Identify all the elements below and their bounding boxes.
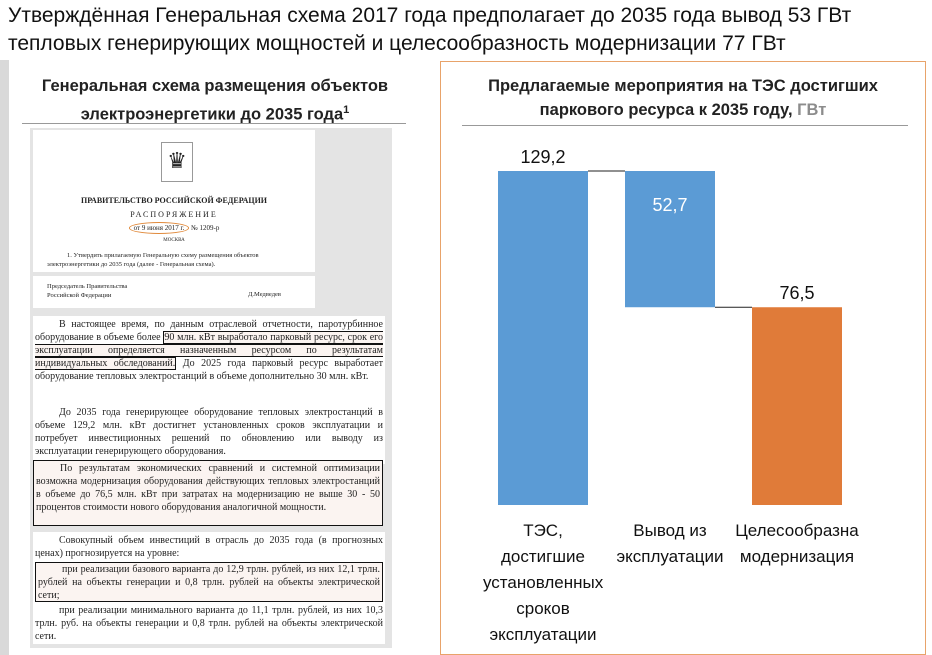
- category-label-0: ТЭС, достигшие установленных сроков эксплуатации: [483, 521, 604, 644]
- excerpt-1a: В настоящее время, по данным отраслевой отчетности, паротурбинное оборудование в объеме более: [35, 319, 383, 343]
- coat-of-arms-icon: ♛: [161, 142, 193, 182]
- chart-title-text: Предлагаемые мероприятия на ТЭС достигших паркового ресурса к 2035 году,: [488, 77, 878, 119]
- category-label-2: Целесообразна модернизация: [735, 521, 859, 566]
- excerpt-6-text: при реализации минимального варианта до 11,1 трлн. рублей, из них 10,3 трлн. руб. на объекты генерации и 0,8 трлн. рублей на объекты электрической сети.: [35, 605, 383, 642]
- bar-0: [498, 171, 588, 505]
- left-heading-text: Генеральная схема размещения объектов электроэнергетики до 2035 года: [41, 77, 389, 124]
- chart-unit: ГВт: [797, 101, 827, 119]
- decree-item: 1. Утвердить прилагаемую Генеральную схему размещения объектов электроэнергетики до 2035 года (далее - Генеральная схема).: [47, 252, 259, 268]
- footnote-mark: 1: [343, 104, 350, 116]
- data-label-0: 129,2: [520, 147, 566, 167]
- decree-type: РАСПОРЯЖЕНИЕ: [130, 210, 218, 219]
- excerpt-1b-highlight: 90 млн. кВт выработало парковый ресурс, срок его эксплуатации определяется назначенным ресурсом по результатам индивидуальных обследований.: [35, 332, 384, 369]
- excerpt-1c: До 2025 года парковый ресурс выработает оборудование тепловых электростанций в объеме дополнительно 30 млн. кВт.: [35, 358, 383, 382]
- data-label-1: 52,7: [652, 195, 688, 215]
- data-label-2: 76,5: [779, 283, 815, 304]
- slide-title: Утверждённая Генеральная схема 2017 года предполагает до 2035 года вывод 53 ГВт тепловых генерирующих мощностей и целесообразность модернизации 77 ГВт: [8, 4, 852, 55]
- decree-city: МОСКВА: [163, 238, 185, 243]
- excerpt-4-text: Совокупный объем инвестиций в отрасль до 2035 года (в прогнозных ценах) прогнозируется на уровне:: [35, 535, 383, 559]
- excerpt-5-text: при реализации базового варианта до 12,9 трлн. рублей, из них 12,1 трлн. рублей на объекты генерации и 0,8 трлн. рублей на объекты электрической сети;: [38, 564, 380, 601]
- signer-name: Д.Медведев: [248, 291, 281, 298]
- bar-1: [625, 171, 715, 307]
- decree-date: от 9 июня 2017 г.: [129, 222, 190, 234]
- category-label-1: Вывод из эксплуатации: [616, 521, 724, 566]
- decree-org: ПРАВИТЕЛЬСТВО РОССИЙСКОЙ ФЕДЕРАЦИИ: [80, 196, 268, 205]
- signer-title: Председатель Правительства Российской Федерации: [47, 283, 128, 299]
- excerpt-2-text: До 2035 года генерирующее оборудование тепловых электростанций в объеме 129,2 млн. кВт достигнет установленных сроков эксплуатации и потребует инвестиционных решений по обновлению или выводу из эксплуатации генерирующего оборудования.: [35, 407, 383, 457]
- decree-number: № 1209-р: [191, 224, 220, 232]
- bar-2: [752, 307, 842, 505]
- excerpt-3-text: По результатам экономических сравнений и системной оптимизации возможна модернизация оборудования действующих тепловых электростанций в объеме до 76,5 млн. кВт при затратах на модернизацию не выше 30 - 50 процентов стоимости нового оборудования аналогичной мощности.: [36, 463, 380, 513]
